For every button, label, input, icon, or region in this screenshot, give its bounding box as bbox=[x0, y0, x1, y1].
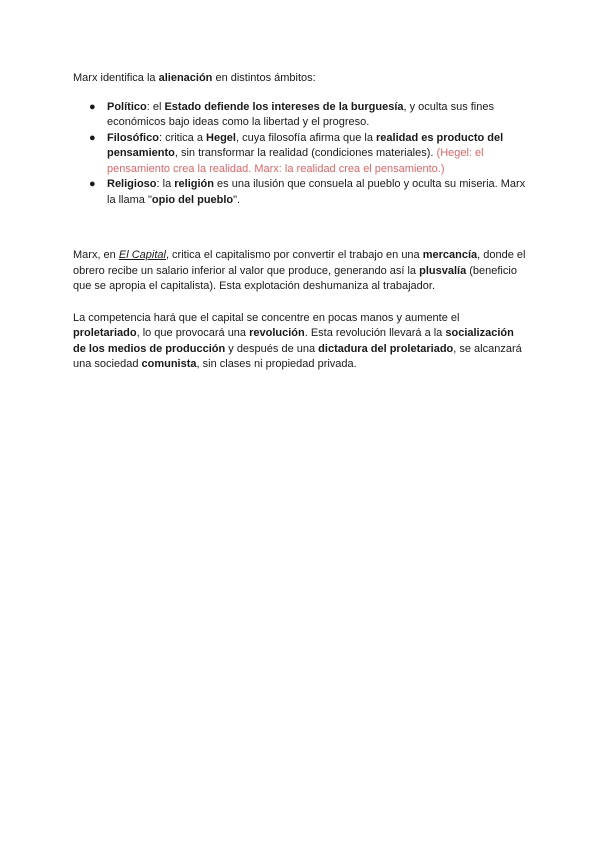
item-text: : el Estado defiende los intereses de la burguesía, y oculta sus fines económicos bajo ideas como la libertad y el progreso. bbox=[107, 100, 494, 128]
hegel-marx-note: (Hegel: el pensamiento crea la realidad. Marx: la realidad crea el pensamiento.) bbox=[107, 147, 484, 175]
term-alienacion: alienación bbox=[158, 72, 213, 84]
list-item-religioso: ● Religioso: la religión es una ilusión que consuela al pueblo y oculta su miseria. Marx la llama "opio del pueblo". bbox=[89, 178, 526, 206]
bullet-icon: ● bbox=[89, 100, 96, 113]
bullet-icon: ● bbox=[89, 131, 96, 144]
intro-paragraph: Marx identifica la alienación en distintos ámbitos: bbox=[73, 72, 316, 84]
list-item-filosofico: ● Filosófico: critica a Hegel, cuya filosofía afirma que la realidad es producto del pensamiento, sin transformar la realidad (condiciones materiales). (Hegel: el pensamiento crea la realidad. Marx: la realidad crea el pensamiento.) bbox=[89, 131, 504, 175]
alienation-list bbox=[73, 100, 528, 209]
capital-paragraph: Marx, en El Capital, critica el capitalismo por convertir el trabajo en una mercancía, donde el obrero recibe un salario inferior al valor que produce, generando así la plusvalía (beneficio que se apropia el capitalista). Esta explotación deshumaniza al trabajador. bbox=[73, 249, 526, 292]
item-text: : critica a Hegel, cuya filosofía afirma que la realidad es producto del pensamiento, sin transformar la realidad (condiciones materiales). bbox=[107, 131, 504, 159]
list-item-politico: ● Político: el Estado defiende los intereses de la burguesía, y oculta sus fines económicos bajo ideas como la libertad y el progreso. bbox=[89, 100, 494, 128]
revolution-paragraph: La competencia hará que el capital se concentre en pocas manos y aumente el proletariado, lo que provocará una revolución. Esta revolución llevará a la socialización de los medios de producción y después de una dictadura del proletariado, se alcanzará una sociedad comunista, sin clases ni propiedad privada. bbox=[73, 311, 522, 370]
book-title-el-capital: El Capital bbox=[118, 249, 166, 261]
document-page bbox=[73, 71, 528, 373]
item-text: : la religión es una ilusión que consuela al pueblo y oculta su miseria. Marx la llama "opio del pueblo". bbox=[107, 178, 526, 206]
bullet-icon: ● bbox=[89, 178, 96, 190]
